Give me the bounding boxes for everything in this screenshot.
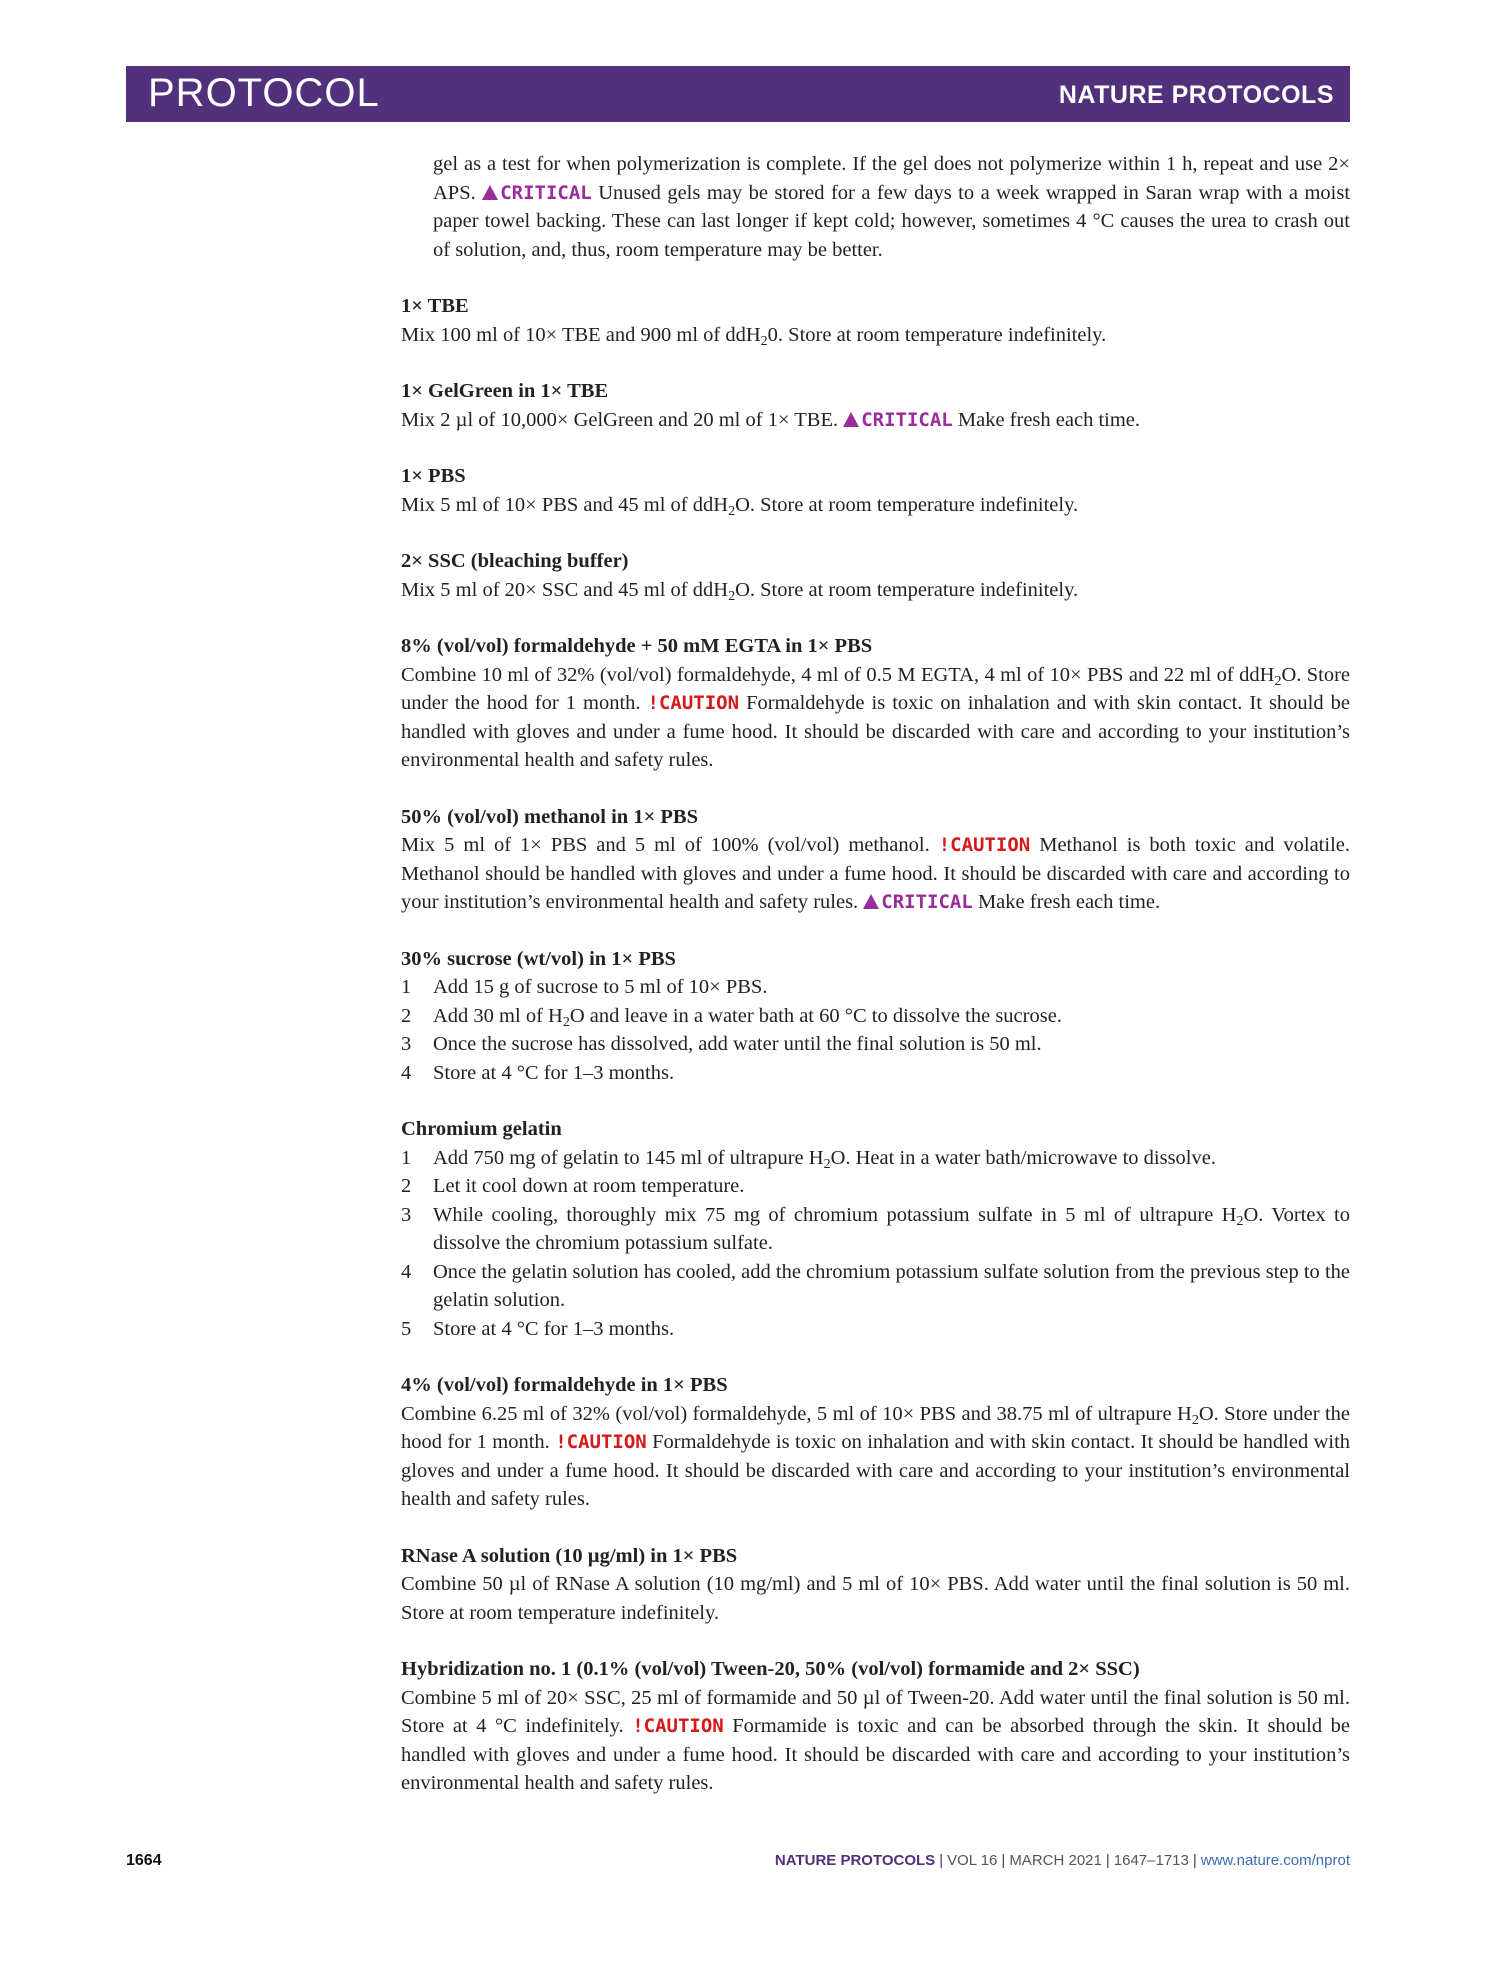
caution-tag: !CAUTION — [647, 692, 740, 714]
recipe-title: RNase A solution (10 µg/ml) in 1× PBS — [401, 1544, 738, 1567]
recipe-text: Mix 2 µl of 10,000× GelGreen and 20 ml of 1× TBE. CRITICAL Make fresh each time. — [401, 408, 1141, 431]
recipe-title: 2× SSC (bleaching buffer) — [401, 550, 629, 572]
recipe-text: Mix 100 ml of 10× TBE and 900 ml of ddH$_2$0. Store at room temperature indefinitely. — [401, 323, 1107, 349]
page-content — [401, 150, 1350, 1798]
footer-link[interactable]: www.nature.com/nprot — [1200, 1852, 1350, 1869]
recipe-tbe — [401, 292, 1350, 349]
recipe-gelgreen — [401, 377, 1350, 434]
recipe-pbs — [401, 462, 1350, 519]
list-item: 5 Store at 4 °C for 1–3 months. — [401, 1317, 675, 1340]
recipe-formaldehyde-egta — [401, 632, 1350, 775]
footer-pages: 1647–1713 — [1113, 1852, 1189, 1869]
list-item: 3 While cooling, thoroughly mix 75 mg of chromium potassium sulfate in 5 ml of ultrapure $H_2O$. Vortex to dissolve the chromium potassium sulfate. — [401, 1203, 1350, 1254]
list-item: 2 Let it cool down at room temperature. — [401, 1175, 745, 1197]
recipe-chromium-gelatin — [401, 1115, 1350, 1343]
footer-citation: NATURE PROTOCOLS | VOL 16 | MARCH 2021 | 1647–1713 | www.nature.com/nprot — [774, 1852, 1350, 1869]
recipe-sucrose — [401, 945, 1350, 1088]
recipe-title: 50% (vol/vol) methanol in 1× PBS — [401, 805, 698, 828]
list-item: 4 Store at 4 °C for 1–3 months. — [401, 1061, 675, 1084]
journal-name: NATURE PROTOCOLS — [1058, 81, 1334, 109]
critical-tag: CRITICAL — [863, 891, 973, 913]
footer-date: MARCH 2021 — [1009, 1852, 1102, 1869]
caution-tag: !CAUTION — [632, 1715, 724, 1737]
recipe-title: 1× GelGreen in 1× TBE — [401, 380, 609, 402]
critical-tag: CRITICAL — [843, 409, 953, 431]
triangle-icon — [482, 185, 498, 200]
intro-critical-text: Unused gels may be stored for a few days to a week wrapped in Saran wrap with a moist paper towel backing. These can last longer if kept cold; however, sometimes 4 °C causes the urea to crash out of solution, and, thus, room temperature may be better. — [433, 181, 1351, 261]
recipe-methanol — [401, 803, 1350, 917]
recipe-title: Hybridization no. 1 (0.1% (vol/vol) Tween-20, 50% (vol/vol) formamide and 2× SSC) — [401, 1658, 1140, 1680]
list-item: 3 Once the sucrose has dissolved, add water until the final solution is 50 ml. — [401, 1033, 1042, 1055]
recipe-text: Mix 5 ml of 20× SSC and 45 ml of ddH$_2$O. Store at room temperature indefinitely. — [401, 578, 1079, 604]
recipe-title: 1× TBE — [401, 295, 469, 317]
intro-text: gel as a test for when polymerization is complete. If the gel does not polymerize within 1 h, repeat and use 2× APS. — [433, 153, 1350, 204]
step-list — [401, 1144, 1350, 1344]
recipe-hybridization — [401, 1655, 1350, 1798]
caution-tag: !CAUTION — [938, 834, 1031, 856]
caution-tag: !CAUTION — [555, 1431, 647, 1453]
recipe-text: Combine 50 µl of RNase A solution (10 mg/ml) and 5 ml of 10× PBS. Add water until the final solution is 50 ml. Store at room temperature indefinitely. — [401, 1573, 1350, 1624]
recipe-title: 4% (vol/vol) formaldehyde in 1× PBS — [401, 1374, 728, 1396]
recipe-text: Combine 10 ml of 32% (vol/vol) formaldehyde, 4 ml of 0.5 M EGTA, 4 ml of 10× PBS and 22 ml of ddH$_2$O. Store under the hood for 1 month. !CAUTION Formaldehyde is toxic on inhalation and with skin contact. It should be handled with gloves and under a fume hood. It should be discarded with care and according to your institution’s environmental health and safety rules. — [401, 663, 1351, 771]
recipe-title: 30% sucrose (wt/vol) in 1× PBS — [401, 947, 676, 970]
header-banner — [126, 66, 1350, 122]
step-list — [401, 973, 1350, 1087]
recipe-text: Combine 6.25 ml of 32% (vol/vol) formaldehyde, 5 ml of 10× PBS and 38.75 ml of ultrapure $H_2O$. Store under the hood for 1 month. !CAUTION Formaldehyde is toxic on inhalation and with skin contact. It should be handled with gloves and under a fume hood. It should be discarded with care and according to your institution’s environmental health and safety rules. — [401, 1402, 1351, 1510]
critical-tag: CRITICAL — [482, 182, 592, 204]
triangle-icon — [843, 412, 859, 427]
page-number: 1664 — [126, 1852, 162, 1869]
recipe-text: Mix 5 ml of 10× PBS and 45 ml of ddH$_2$O. Store at room temperature indefinitely. — [401, 493, 1079, 519]
triangle-icon — [863, 894, 879, 909]
recipe-title: Chromium gelatin — [401, 1118, 562, 1140]
recipe-text: Mix 5 ml of 1× PBS and 5 ml of 100% (vol/vol) methanol. !CAUTION Methanol is both toxic and volatile. Methanol should be handled with gloves and under a fume hood. It should be discarded with care and according to your institution’s environmental health and safety rules. CRITICAL Make fresh each time. — [401, 834, 1350, 913]
list-item: 2 Add 30 ml of $H_2O$ and leave in a water bath at 60 °C to dissolve the sucrose. — [401, 1004, 1062, 1030]
section-label: PROTOCOL — [148, 71, 380, 115]
footer-journal: NATURE PROTOCOLS — [774, 1852, 936, 1869]
intro-paragraph — [401, 150, 1350, 264]
list-item: 1 Add 750 mg of gelatin to 145 ml of ultrapure $H_2O$. Heat in a water bath/microwave to dissolve. — [401, 1146, 1216, 1172]
footer-volume: VOL 16 — [947, 1852, 998, 1869]
recipe-text: Combine 5 ml of 20× SSC, 25 ml of formamide and 50 µl of Tween-20. Add water until the final solution is 50 ml. Store at 4 °C indefinitely. !CAUTION Formamide is toxic and can be absorbed through the skin. It should be handled with gloves and under a fume hood. It should be discarded with care and according to your institution’s environmental health and safety rules. — [401, 1686, 1351, 1794]
list-item: 4 Once the gelatin solution has cooled, add the chromium potassium sulfate solution from the previous step to the gelatin solution. — [401, 1260, 1350, 1311]
recipe-title: 8% (vol/vol) formaldehyde + 50 mM EGTA in 1× PBS — [401, 635, 873, 657]
recipe-rnase — [401, 1542, 1350, 1628]
list-item: 1 Add 15 g of sucrose to 5 ml of 10× PBS. — [401, 976, 768, 998]
recipe-ssc — [401, 547, 1350, 604]
recipe-formaldehyde-4 — [401, 1371, 1350, 1514]
recipe-title: 1× PBS — [401, 465, 466, 487]
